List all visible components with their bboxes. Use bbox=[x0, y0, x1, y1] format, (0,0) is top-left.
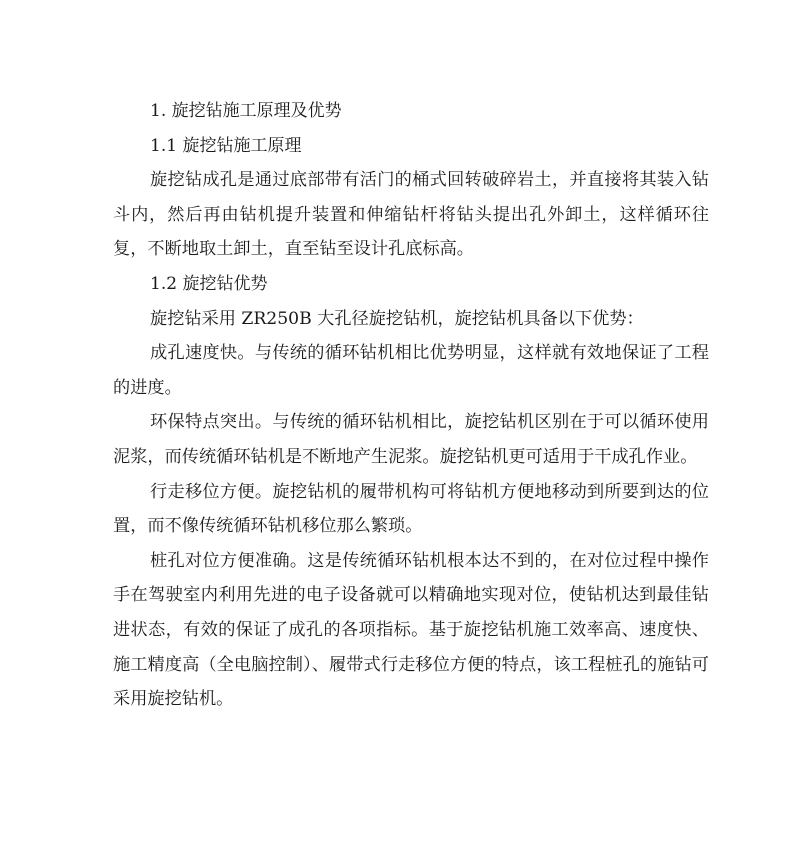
document-body bbox=[113, 94, 709, 717]
section-heading-1-1: 1.1 旋挖钻施工原理 bbox=[150, 135, 302, 156]
paragraph-positioning: 桩孔对位方便准确。这是传统循环钻机根本达不到的，在对位过程中操作手在驾驶室内利用先进的电子设备就可以精确地实现对位，使钻机达到最佳钻进状态，有效的保证了成孔的各项指标。基于旋挖钻机施工效率高、速度快、施工精度高（全电脑控制）、履带式行走移位方便的特点，该工程桩孔的施钻可采用旋挖钻机。 bbox=[113, 550, 709, 710]
section-heading-1-2: 1.2 旋挖钻优势 bbox=[150, 273, 268, 294]
paragraph-environment: 环保特点突出。与传统的循环钻机相比，旋挖钻机区别在于可以循环使用泥浆，而传统循环钻机是不断地产生泥浆。旋挖钻机更可适用于干成孔作业。 bbox=[113, 412, 709, 467]
paragraph-intro: 旋挖钻采用 ZR250B 大孔径旋挖钻机，旋挖钻机具备以下优势： bbox=[150, 308, 644, 329]
paragraph-speed: 成孔速度快。与传统的循环钻机相比优势明显，这样就有效地保证了工程的进度。 bbox=[113, 343, 709, 398]
paragraph-principle: 旋挖钻成孔是通过底部带有活门的桶式回转破碎岩土，并直接将其装入钻斗内，然后再由钻机提升装置和伸缩钻杆将钻头提出孔外卸土，这样循环往复，不断地取土卸土，直至钻至设计孔底标高。 bbox=[113, 170, 709, 260]
paragraph-movement: 行走移位方便。旋挖钻机的履带机构可将钻机方便地移动到所要到达的位置，而不像传统循环钻机移位那么繁琐。 bbox=[113, 481, 709, 537]
section-heading-1: 1. 旋挖钻施工原理及优势 bbox=[150, 101, 342, 121]
